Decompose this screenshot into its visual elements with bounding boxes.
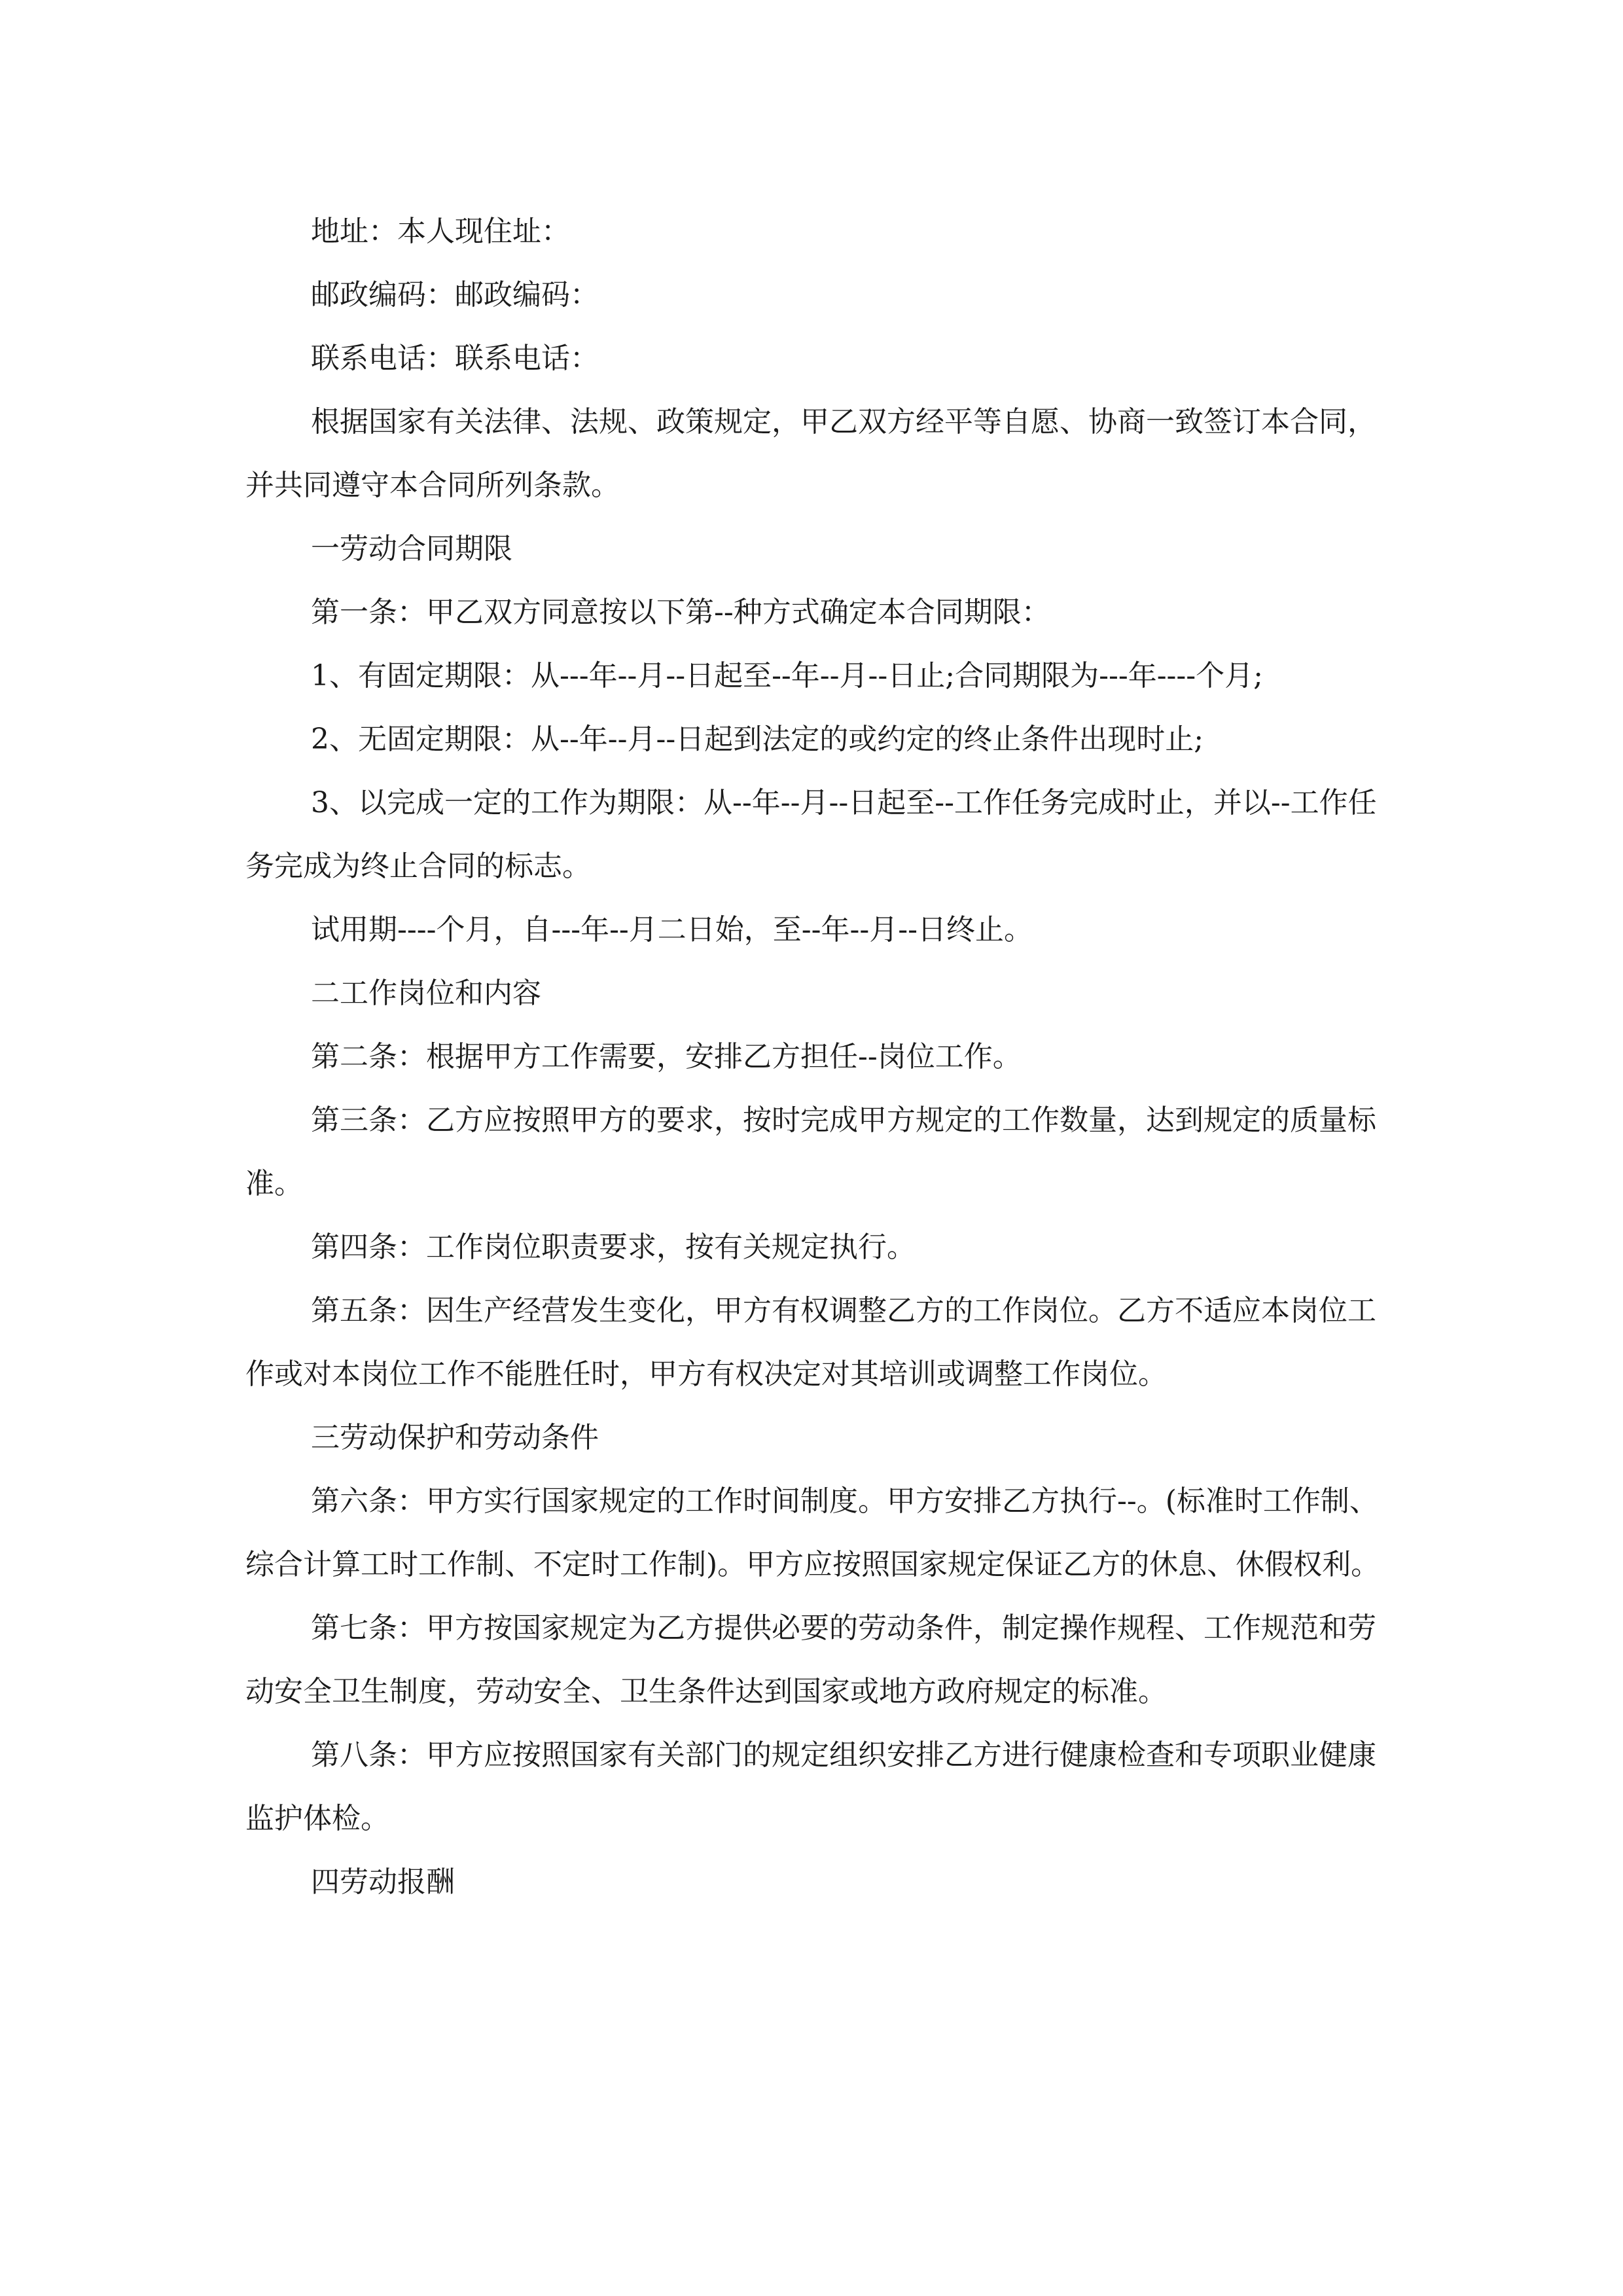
article-4: 第四条：工作岗位职责要求，按有关规定执行。	[311, 1230, 916, 1264]
option-open-term: 2、无固定期限：从--年--月--日起到法定的或约定的终止条件出现时止;	[311, 723, 1204, 756]
address-line: 地址：本人现住址：	[311, 215, 570, 248]
option-fixed-term: 1、有固定期限：从---年--月--日起至--年--月--日止;合同期限为---年----个月;	[311, 659, 1263, 692]
probation-line: 试用期----个月，自---年--月二日始，至--年--月--日终止。	[311, 913, 1033, 946]
section-heading-1: 一劳动合同期限	[311, 532, 512, 565]
section-heading-2: 二工作岗位和内容	[311, 977, 541, 1010]
postal-code-line: 邮政编码：邮政编码：	[311, 278, 599, 312]
preamble-paragraph: 根据国家有关法律、法规、政策规定，甲乙双方经平等自愿、协商一致签订本合同，并共同遵守本合同所列条款。	[245, 405, 1376, 502]
article-1: 第一条：甲乙双方同意按以下第--种方式确定本合同期限：	[311, 596, 1050, 629]
article-8: 第八条：甲方应按照国家有关部门的规定组织安排乙方进行健康检查和专项职业健康监护体检。	[245, 1738, 1376, 1835]
article-5: 第五条：因生产经营发生变化，甲方有权调整乙方的工作岗位。乙方不适应本岗位工作或对本岗位工作不能胜任时，甲方有权决定对其培训或调整工作岗位。	[245, 1294, 1376, 1391]
document-body	[245, 200, 1384, 1914]
section-heading-4: 四劳动报酬	[311, 1865, 455, 1899]
article-2: 第二条：根据甲方工作需要，安排乙方担任--岗位工作。	[311, 1040, 1022, 1073]
article-3: 第三条：乙方应按照甲方的要求，按时完成甲方规定的工作数量，达到规定的质量标准。	[245, 1103, 1376, 1200]
option-task-term: 3、以完成一定的工作为期限：从--年--月--日起至--工作任务完成时止，并以--工作任务完成为终止合同的标志。	[245, 786, 1377, 883]
section-heading-3: 三劳动保护和劳动条件	[311, 1421, 599, 1454]
phone-line: 联系电话：联系电话：	[311, 342, 599, 375]
article-7: 第七条：甲方按国家规定为乙方提供必要的劳动条件，制定操作规程、工作规范和劳动安全卫生制度，劳动安全、卫生条件达到国家或地方政府规定的标准。	[245, 1611, 1376, 1708]
article-6: 第六条：甲方实行国家规定的工作时间制度。甲方安排乙方执行--。(标准时工作制、综合计算工时工作制、不定时工作制)。甲方应按照国家规定保证乙方的休息、休假权利。	[245, 1484, 1380, 1581]
